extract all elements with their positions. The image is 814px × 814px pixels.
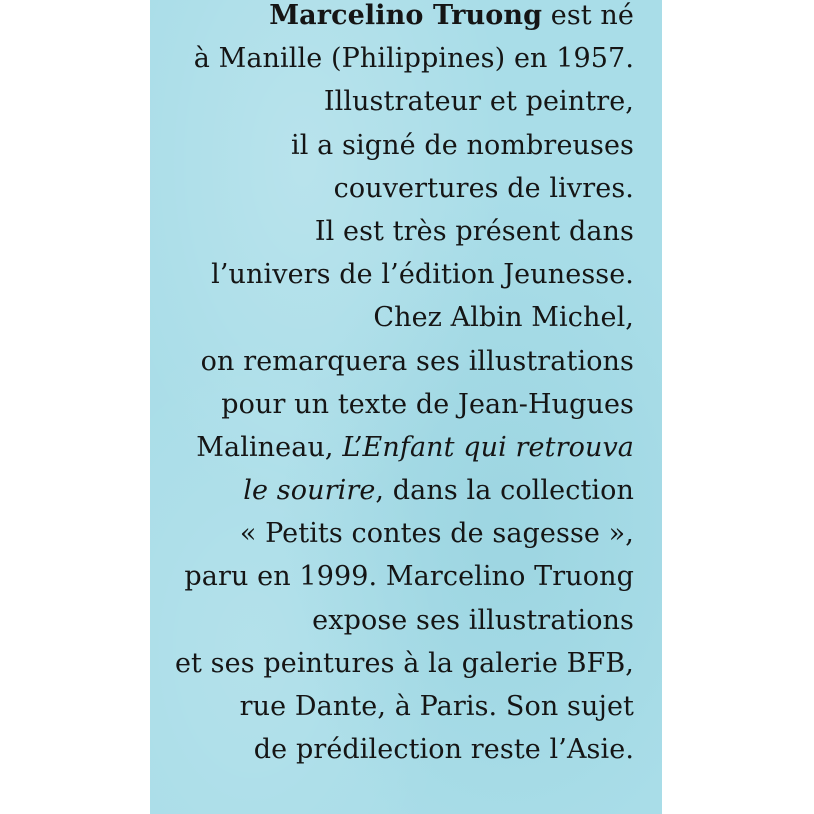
bio-line-1: [150, 0, 634, 37]
bio-line-8: Chez Albin Michel,: [373, 302, 634, 334]
bio-line-15: expose ses illustrations: [312, 604, 634, 636]
bio-line-2: à Manille (Philippines) en 1957.: [193, 43, 634, 75]
bio-line-7: l’univers de l’édition Jeunesse.: [211, 259, 634, 291]
author-name: Marcelino Truong: [269, 0, 543, 31]
bio-line-10: pour un texte de Jean-Hugues: [221, 388, 634, 420]
bio-line-5: couvertures de livres.: [333, 172, 634, 204]
bio-line-3: Illustrateur et peintre,: [323, 86, 634, 118]
bio-line-13: « Petits contes de sagesse »,: [239, 518, 634, 550]
book-title-part-1: L’Enfant qui retrouva: [342, 431, 634, 463]
bio-line-17: rue Dante, à Paris. Son sujet: [239, 691, 634, 722]
bio-line-18: de prédilection reste l’Asie.: [253, 734, 634, 766]
bio-line-11-start: Malineau,: [196, 431, 343, 463]
bio-line-4: il a signé de nombreuses: [291, 129, 634, 161]
bio-line-12: [150, 469, 634, 512]
blue-text-panel: [150, 0, 662, 814]
bio-line-14: paru en 1999. Marcelino Truong: [184, 561, 634, 593]
bio-line-6: Il est très présent dans: [314, 215, 634, 247]
bio-line-9: on remarquera ses illustrations: [200, 345, 634, 377]
bio-line-1-rest: est né: [542, 0, 634, 31]
bio-line-12-rest: , dans la collection: [375, 475, 634, 507]
bio-line-16: et ses peintures à la galerie BFB,: [174, 647, 634, 679]
bio-line-11: [150, 426, 634, 469]
author-biography: [150, 0, 634, 771]
book-title-part-2: le sourire: [243, 475, 376, 507]
